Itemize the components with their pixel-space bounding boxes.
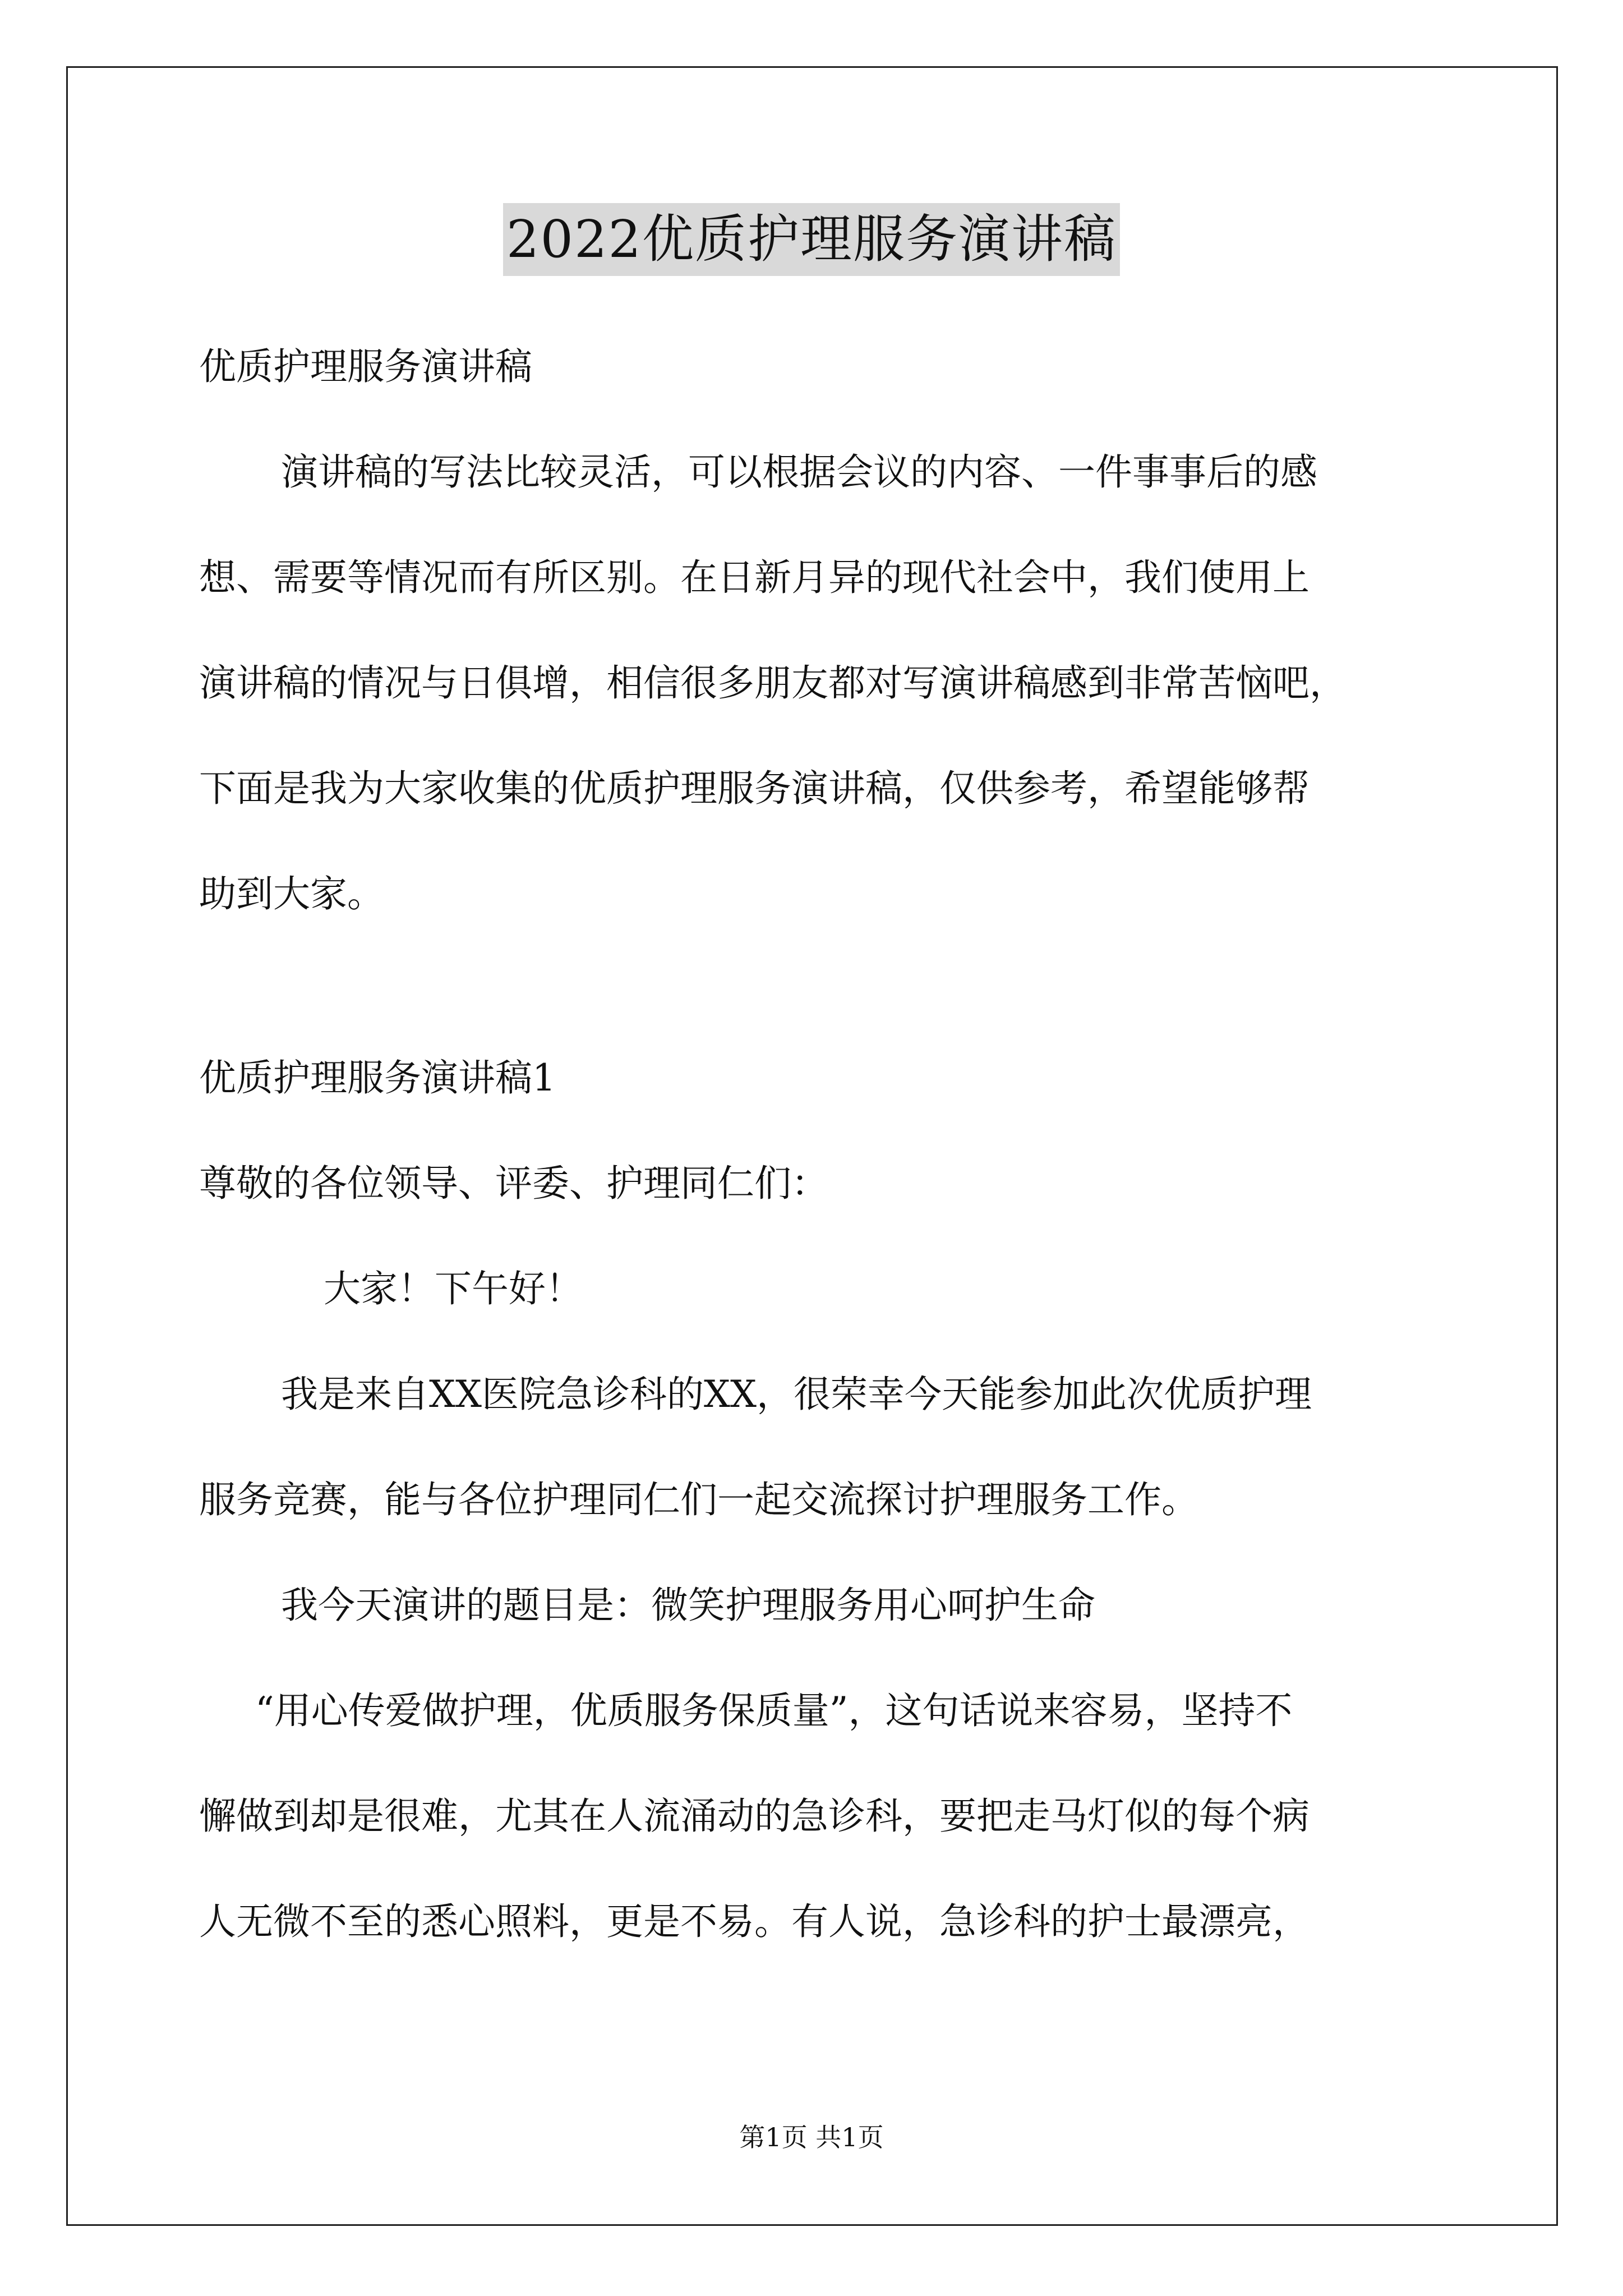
intro-paragraph-line: 助到大家。 — [199, 872, 384, 915]
paragraph-line: 服务竞赛，能与各位护理同仁们一起交流探讨护理服务工作。 — [199, 1478, 1198, 1521]
section-heading: 优质护理服务演讲稿1 — [199, 1056, 556, 1099]
intro-paragraph-line: 演讲稿的情况与日俱增，相信很多朋友都对写演讲稿感到非常苦恼吧， — [199, 661, 1347, 705]
section-gap — [199, 947, 1433, 1025]
intro-paragraph-line: 下面是我为大家收集的优质护理服务演讲稿，仅供参考，希望能够帮 — [199, 767, 1310, 810]
paragraph-line: 懈做到却是很难，尤其在人流涌动的急诊科，要把走马灯似的每个病 — [199, 1795, 1310, 1838]
speech-topic: 我今天演讲的题目是：微笑护理服务用心呵护生命 — [281, 1584, 1095, 1627]
salutation: 尊敬的各位领导、评委、护理同仁们： — [199, 1162, 828, 1205]
document-body — [199, 314, 1433, 1975]
paragraph-line: 我是来自XX医院急诊科的XX，很荣幸今天能参加此次优质护理 — [281, 1373, 1312, 1416]
paragraph-line: 人无微不至的悉心照料，更是不易。有人说，急诊科的护士最漂亮， — [199, 1900, 1310, 1943]
greeting: 大家！下午好！ — [324, 1267, 583, 1310]
page-footer: 第1页 共1页 — [739, 2122, 884, 2152]
intro-paragraph-line: 演讲稿的写法比较灵活，可以根据会议的内容、一件事事后的感 — [281, 450, 1317, 494]
intro-paragraph-line: 想、需要等情况而有所区别。在日新月异的现代社会中，我们使用上 — [199, 556, 1310, 599]
intro-heading: 优质护理服务演讲稿 — [199, 345, 532, 388]
title-wrap — [0, 203, 1623, 276]
paragraph-line: “用心传爱做护理，优质服务保质量”，这句话说来容易，坚持不 — [255, 1689, 1293, 1732]
document-title: 2022优质护理服务演讲稿 — [503, 203, 1120, 276]
